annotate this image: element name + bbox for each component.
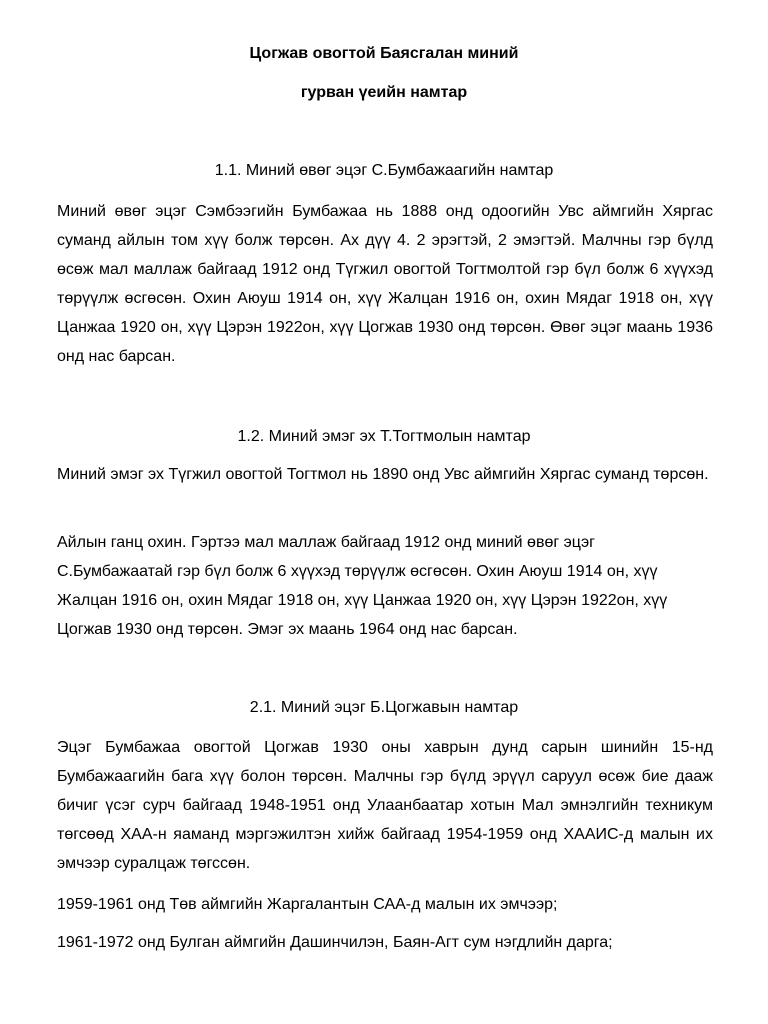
section-1-1-paragraph: Миний өвөг эцэг Сэмбээгийн Бумбажаа нь 1888 онд одоогийн Увс аймгийн Хяргас суманд айлын том хүү болж төрсөн. Ах дүү 4. 2 эрэгтэй, 2 эмэгтэй. Малчны гэр бүлд өсөж мал маллаж байгаад 1912 онд Түгжил овогтой Тогтмолтой гэр бүл болж 6 хүүхэд төрүүлж өсгөсөн. Охин Аюуш 1914 он, хүү Жалцан 1916 он, охин Мядаг 1918 он, хүү Цанжаа 1920 он, хүү Цэрэн 1922он, хүү Цогжав 1930 онд төрсөн. Өвөг эцэг маань 1936 онд нас барсан. bbox=[57, 203, 713, 365]
section-heading-2-1: 2.1. Миний эцэг Б.Цогжавын намтар bbox=[249, 699, 519, 716]
section-heading-1-1: 1.1. Миний өвөг эцэг С.Бумбажаагийн намтар bbox=[214, 162, 554, 179]
document-title-line-1: Цогжав овогтой Баясгалан миний bbox=[249, 45, 519, 62]
section-2-1-paragraph-3: 1961-1972 онд Булган аймгийн Дашинчилэн, Баян-Агт сум нэгдлийн дарга; bbox=[57, 934, 613, 951]
section-1-2-paragraph-1: Миний эмэг эх Түгжил овогтой Тогтмол нь 1890 онд Увс аймгийн Хяргас суманд төрсөн. bbox=[57, 466, 709, 483]
section-heading-1-2: 1.2. Миний эмэг эх Т.Тогтмолын намтар bbox=[237, 428, 531, 445]
document-title-line-2: гурван үеийн намтар bbox=[300, 84, 468, 101]
section-2-1-paragraph-1: Эцэг Бумбажаа овогтой Цогжав 1930 оны хаврын дунд сарын шинийн 15-нд Бумбажаагийн бага хүү болон төрсөн. Малчны гэр бүлд эрүүл саруул өсөж бие дааж бичиг үсэг сурч байгаад 1948-1951 онд Улаанбаатар хотын Мал эмнэлгийн техникум төгсөөд ХАА-н яаманд мэргэжилтэн хийж байгаад 1954-1959 онд ХААИС-д малын их эмчээр суралцаж төгссөн. bbox=[57, 739, 713, 872]
section-2-1-paragraph-2: 1959-1961 онд Төв аймгийн Жаргалантын САА-д малын их эмчээр; bbox=[57, 896, 558, 913]
section-1-2-paragraph-2: Айлын ганц охин. Гэртээ мал маллаж байгаад 1912 онд миний өвөг эцэг С.Бумбажаатай гэр бүл болж 6 хүүхэд төрүүлж өсгөсөн. Охин Аюуш 1914 он, хүү Жалцан 1916 он, охин Мядаг 1918 он, хүү Цанжаа 1920 он, хүү Цэрэн 1922он, хүү Цогжав 1930 онд төрсөн. Эмэг эх маань 1964 онд нас барсан. bbox=[57, 534, 668, 638]
